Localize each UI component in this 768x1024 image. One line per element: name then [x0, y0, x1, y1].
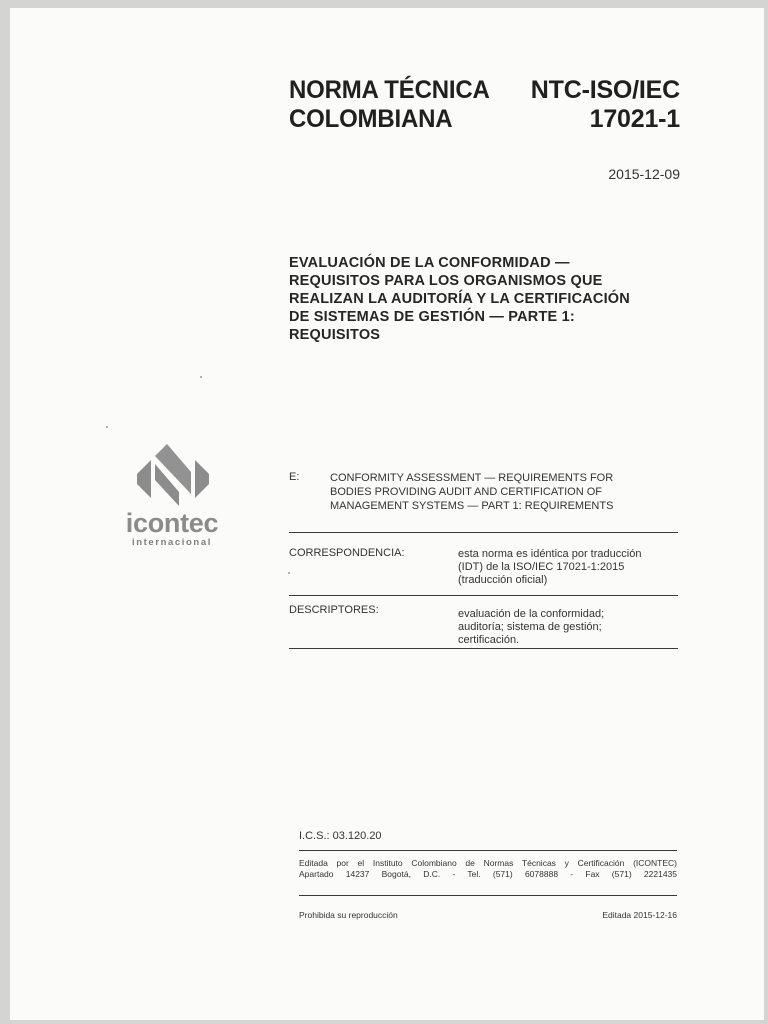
- publisher-line: Editada por el Instituto Colombiano de Normas Técnicas y Certificación (ICONTEC): [299, 858, 677, 868]
- descriptores-line: certificación.: [458, 634, 520, 646]
- norm-code-line1: NTC-ISO/IEC: [530, 76, 680, 104]
- norm-title-line1: NORMA TÉCNICA: [289, 76, 490, 104]
- descriptores-line: auditoría; sistema de gestión;: [458, 621, 602, 633]
- icontec-tagline: internacional: [132, 537, 212, 548]
- edition-date: Editada 2015-12-16: [602, 910, 677, 920]
- english-title-line: BODIES PROVIDING AUDIT AND CERTIFICATION OF: [330, 486, 602, 498]
- ics-code: I.C.S.: 03.120.20: [299, 830, 382, 842]
- norm-code-line2: 17021-1: [589, 105, 680, 133]
- icontec-n-logo-icon: [137, 444, 209, 514]
- english-title-line: CONFORMITY ASSESSMENT — REQUIREMENTS FOR: [330, 472, 614, 484]
- standard-subject: [289, 254, 677, 344]
- ratification-date: 2015-12-09: [608, 166, 680, 182]
- descriptores-line: evaluación de la conformidad;: [458, 608, 605, 620]
- norm-title: [289, 76, 490, 134]
- divider: [289, 532, 678, 533]
- publisher-line: Apartado 14237 Bogotá, D.C. - Tel. (571) 6078888 - Fax (571) 2221435: [299, 869, 677, 879]
- descriptores-label: DESCRIPTORES:: [289, 604, 379, 616]
- english-title-line: MANAGEMENT SYSTEMS — PART 1: REQUIREMENTS: [330, 500, 614, 512]
- subject-line: REQUISITOS PARA LOS ORGANISMOS QUE: [289, 273, 603, 289]
- correspondencia-value: [458, 548, 677, 587]
- english-title: [330, 471, 677, 513]
- publisher-info: [299, 858, 677, 880]
- subject-line: EVALUACIÓN DE LA CONFORMIDAD —: [289, 255, 570, 271]
- english-title-label: E:: [289, 471, 300, 483]
- correspondencia-line: esta norma es idéntica por traducción: [458, 548, 642, 560]
- subject-line: REQUISITOS: [289, 327, 381, 343]
- norm-title-line2: COLOMBIANA: [289, 105, 453, 133]
- scan-speck: [106, 426, 108, 428]
- scan-speck: [200, 376, 202, 378]
- subject-line: DE SISTEMAS DE GESTIÓN — PARTE 1:: [289, 309, 575, 325]
- correspondencia-line: (traducción oficial): [458, 574, 548, 586]
- icontec-wordmark: icontec: [125, 508, 219, 538]
- correspondencia-label: CORRESPONDENCIA:: [289, 547, 405, 559]
- divider: [299, 895, 677, 896]
- divider: [299, 850, 677, 851]
- subject-line: REALIZAN LA AUDITORÍA Y LA CERTIFICACIÓN: [289, 291, 630, 307]
- descriptores-value: [458, 608, 677, 647]
- norm-code: [531, 76, 680, 134]
- scan-speck: [288, 572, 290, 574]
- correspondencia-line: (IDT) de la ISO/IEC 17021-1:2015: [458, 561, 625, 573]
- reproduction-notice: Prohibida su reproducción: [299, 910, 398, 920]
- divider: [289, 595, 678, 596]
- divider: [289, 648, 678, 649]
